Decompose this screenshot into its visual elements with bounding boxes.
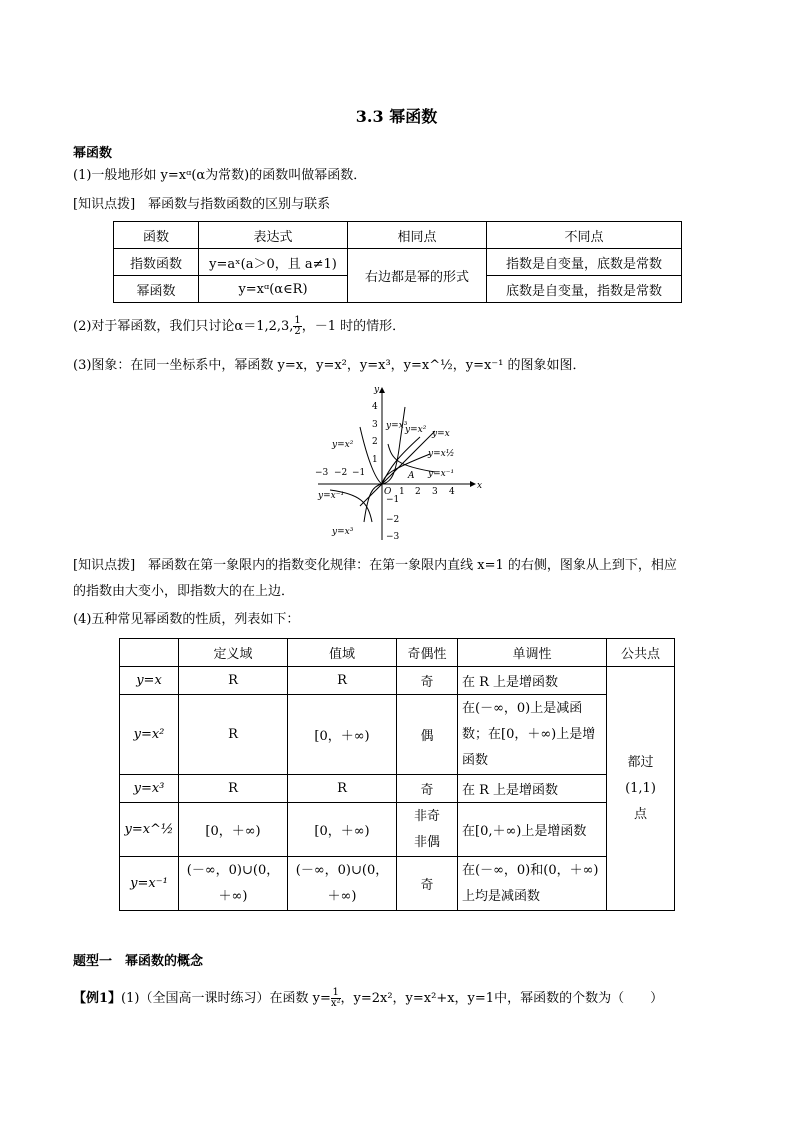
y-axis-label: y bbox=[374, 385, 380, 395]
table2-cell: 在[0,＋∞)上是增函数 bbox=[458, 803, 607, 857]
x-tick: 2 bbox=[415, 487, 421, 497]
y-tick: 1 bbox=[372, 455, 378, 465]
example-label: 【例1】 bbox=[73, 991, 122, 1006]
comparison-table bbox=[113, 221, 682, 303]
table2-cell: 在(－∞，0)上是减函数；在[0，＋∞)上是增函数 bbox=[458, 695, 607, 775]
example-text-end: ，y=2x²，y=x²+x，y=1中，幂函数的个数为（ ） bbox=[340, 991, 664, 1006]
table2-cell: [0，＋∞) bbox=[179, 803, 288, 857]
curve-label: y=x⁻¹ bbox=[428, 469, 455, 479]
table2-cell: 偶 bbox=[397, 695, 458, 775]
table1-header: 函数 bbox=[114, 222, 199, 249]
x-tick: 4 bbox=[449, 487, 455, 497]
table2-function: y=x bbox=[120, 667, 179, 695]
y-tick: −2 bbox=[386, 515, 400, 525]
table2-header bbox=[120, 639, 179, 667]
table2-common-cell bbox=[607, 667, 675, 911]
table2-header: 奇偶性 bbox=[397, 639, 458, 667]
example-fraction bbox=[331, 988, 341, 1009]
curve-label: y=x⁻¹ bbox=[318, 491, 345, 501]
example-text: (1)（全国高一课时练习）在函数 y= bbox=[121, 991, 331, 1006]
curve-label: y=x³ bbox=[386, 421, 408, 431]
table2-cell bbox=[397, 803, 458, 857]
table2-cell: 在(－∞，0)和(0，＋∞)上均是减函数 bbox=[458, 857, 607, 911]
tip-1: [知识点拨] 幂函数与指数函数的区别与联系 bbox=[73, 197, 331, 212]
table1-cell: 指数函数 bbox=[114, 249, 199, 276]
table2-header: 单调性 bbox=[458, 639, 607, 667]
graph-caption: (3)图象：在同一坐标系中，幂函数 y=x，y=x²，y=x³，y=x^½，y=x⁻¹ 的图象如图． bbox=[73, 358, 586, 373]
fraction-half bbox=[293, 316, 301, 337]
table2-cell: R bbox=[179, 775, 288, 803]
table1-header: 表达式 bbox=[199, 222, 348, 249]
x-tick: −2 bbox=[334, 468, 348, 478]
table2-cell: (－∞，0)∪(0，＋∞) bbox=[288, 857, 397, 911]
curve-label: y=x² bbox=[332, 440, 354, 450]
table1-cell: 底数是自变量，指数是常数 bbox=[487, 276, 682, 303]
properties-table bbox=[119, 638, 675, 911]
y-tick: −3 bbox=[386, 532, 400, 542]
table2-cell: (－∞，0)∪(0，＋∞) bbox=[179, 857, 288, 911]
curve-label: y=x² bbox=[405, 425, 427, 435]
table2-function: y=x² bbox=[120, 695, 179, 775]
curve-label: y=x bbox=[432, 429, 450, 439]
y-tick: 2 bbox=[372, 437, 378, 447]
table2-header: 值域 bbox=[288, 639, 397, 667]
page-title: 3.3 幂函数 bbox=[355, 107, 438, 126]
curve-x3-left bbox=[364, 484, 382, 522]
table1-cell: 指数是自变量，底数是常数 bbox=[487, 249, 682, 276]
y-tick: 4 bbox=[372, 402, 378, 412]
common-point-text: 都过(1,1)点 bbox=[625, 754, 656, 822]
x-axis-label: x bbox=[477, 481, 483, 491]
table2-cell: 奇 bbox=[397, 857, 458, 911]
tip-2-line-2: 的指数由大变小，即指数大的在上边． bbox=[73, 584, 295, 599]
y-tick: −1 bbox=[386, 495, 400, 505]
fraction-denominator: x² bbox=[330, 998, 341, 1009]
origin-label: O bbox=[384, 487, 392, 497]
table2-cell: [0，＋∞) bbox=[288, 803, 397, 857]
fraction-denominator: 2 bbox=[294, 326, 301, 337]
curve-label: y=x½ bbox=[428, 449, 455, 459]
exponent-list bbox=[73, 315, 405, 339]
section-heading: 幂函数 bbox=[73, 146, 113, 161]
table1-cell: 幂函数 bbox=[114, 276, 199, 303]
x-tick: 1 bbox=[399, 487, 405, 497]
table1-cell: y=aˣ(a＞0，且 a≠1) bbox=[199, 249, 348, 276]
question-type-heading: 题型一 幂函数的概念 bbox=[73, 954, 204, 969]
table2-cell: 在 R 上是增函数 bbox=[458, 667, 607, 695]
table2-function: y=x^½ bbox=[120, 803, 179, 857]
x-tick: −3 bbox=[315, 468, 329, 478]
table1-header: 不同点 bbox=[487, 222, 682, 249]
table1-same-cell: 右边都是幂的形式 bbox=[348, 249, 487, 303]
y-tick: 3 bbox=[372, 420, 378, 430]
parity-text: 非奇非偶 bbox=[413, 808, 440, 850]
table1-header: 相同点 bbox=[348, 222, 487, 249]
table2-header: 公共点 bbox=[607, 639, 675, 667]
table2-cell: R bbox=[179, 667, 288, 695]
x-tick: 3 bbox=[432, 487, 438, 497]
curve-sqrt bbox=[382, 454, 430, 484]
table2-cell: R bbox=[288, 667, 397, 695]
table2-cell: 奇 bbox=[397, 775, 458, 803]
tip-2-line-1: [知识点拨] 幂函数在第一象限内的指数变化规律：在第一象限内直线 x=1 的右侧，图象从上到下，相应 bbox=[73, 558, 677, 573]
table2-function: y=x³ bbox=[120, 775, 179, 803]
definition-text: (1)一般地形如 y=xᵅ(α为常数)的函数叫做幂函数． bbox=[73, 168, 367, 183]
exponent-text-end: ，－1 时的情形． bbox=[301, 319, 406, 334]
fraction-numerator: 1 bbox=[332, 987, 339, 998]
table2-cell: 在 R 上是增函数 bbox=[458, 775, 607, 803]
table1-cell: y=xᵅ(α∈R) bbox=[199, 276, 348, 303]
curve-label: y=x³ bbox=[332, 527, 354, 537]
point-a-label: A bbox=[408, 471, 415, 481]
table2-cell: 奇 bbox=[397, 667, 458, 695]
table2-cell: [0，＋∞) bbox=[288, 695, 397, 775]
table2-cell: R bbox=[179, 695, 288, 775]
table2-function: y=x⁻¹ bbox=[120, 857, 179, 911]
table2-header: 定义域 bbox=[179, 639, 288, 667]
power-functions-graph bbox=[310, 382, 485, 542]
x-tick: −1 bbox=[352, 468, 366, 478]
properties-intro: (4)五种常见幂函数的性质，列表如下： bbox=[73, 612, 300, 627]
exponent-text: (2)对于幂函数，我们只讨论α＝1,2,3, bbox=[73, 319, 294, 334]
table2-cell: R bbox=[288, 775, 397, 803]
example-1 bbox=[73, 985, 663, 1013]
fraction-numerator: 1 bbox=[294, 315, 301, 326]
